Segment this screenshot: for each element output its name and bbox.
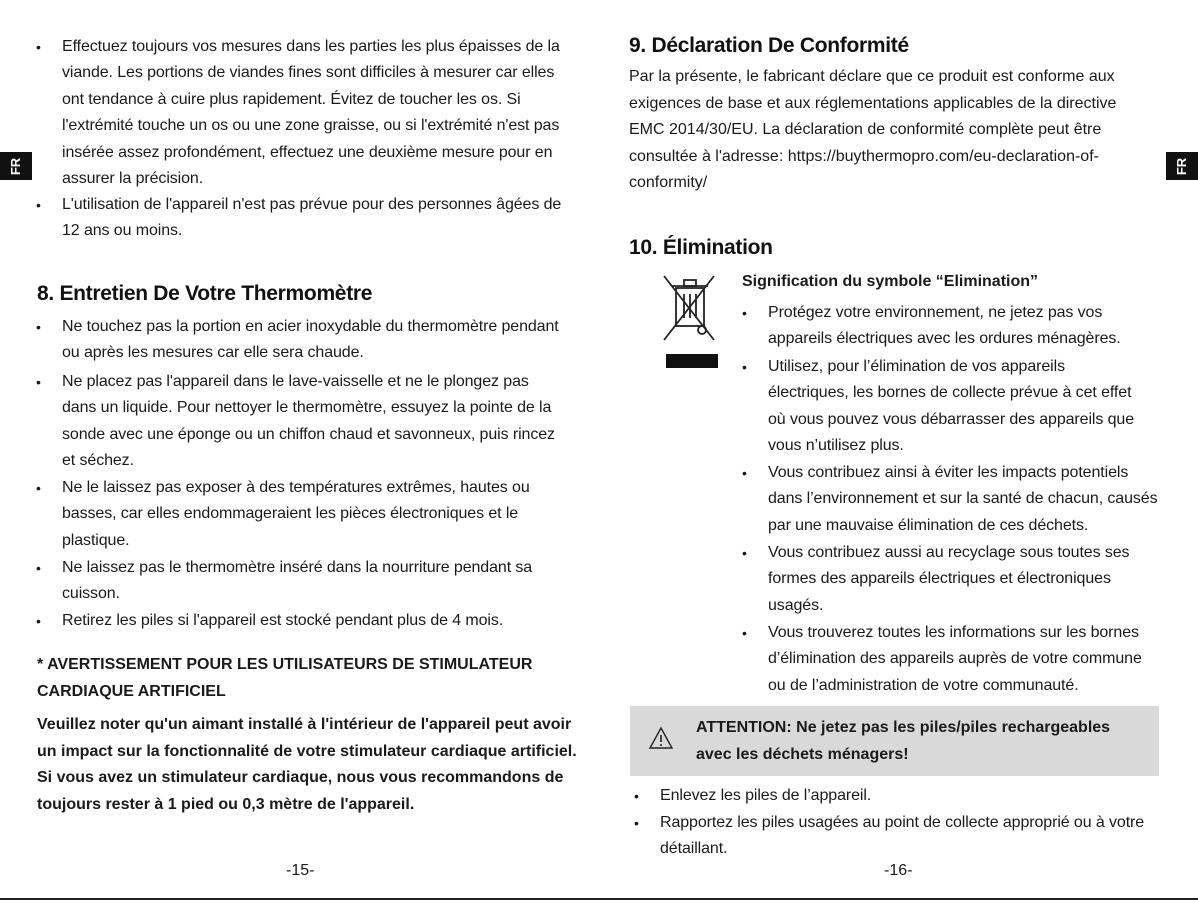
section-9-title: 9. Déclaration De Conformité: [629, 34, 909, 57]
pacemaker-warning-body: Veuillez noter qu'un aimant installé à l'intérieur de l'appareil peut avoir un impact sur la fonctionnalité de votre stimulateur cardiaque artificiel. Si vous avez un stimulateur cardiaque, nous vous recommandons de toujours rester à 1 pied ou 0,3 mètre de l'appareil.: [37, 716, 577, 813]
list-item: • Ne placez pas l'appareil dans le lave-vaisselle et ne le plongez pas dans un liquide. Pour nettoyer le thermomètre, essuyez la pointe de la sonde avec une éponge ou un chiffon chaud et savonneux, puis rincez et séchez.: [62, 369, 562, 475]
list-item: • Protégez votre environnement, ne jetez pas vos appareils électriques avec les ordures ménagères.: [768, 300, 1148, 353]
symbol-heading: Signification du symbole “Elimination”: [742, 273, 1039, 290]
list-item: • Ne touchez pas la portion en acier inoxydable du thermomètre pendant ou après les mesures car elle sera chaude.: [62, 314, 572, 367]
list-item: • L'utilisation de l'appareil n'est pas prévue pour des personnes âgées de 12 ans ou moins.: [62, 192, 572, 245]
pacemaker-warning-title: * AVERTISSEMENT POUR LES UTILISATEURS DE STIMULATEUR CARDIAQUE ARTIFICIEL: [37, 656, 533, 700]
warning-triangle-icon: [648, 726, 674, 755]
list-item: • Utilisez, pour l’élimination de vos appareils électriques, les bornes de collecte prévue à cet effet où vous pouvez vous débarrasser des appareils que vous n’utilisez plus.: [768, 354, 1148, 460]
page-number: -15-: [286, 862, 315, 879]
list-item: • Retirez les piles si l'appareil est stocké pendant plus de 4 mois.: [62, 608, 572, 634]
list-item: • Enlevez les piles de l’appareil.: [660, 783, 1160, 809]
list-item: • Effectuez toujours vos mesures dans les parties les plus épaisses de la viande. Les portions de viandes fines sont difficiles à mesurer car elles ont tendance à cuire plus rapidement. Évitez de toucher les os. Si l'extrémité touche un os ou une zone graisse, ou si l'extrémité n'est pas insérée assez profondément, effectuez une deuxième mesure pour en assurer la précision.: [62, 34, 572, 192]
page-number: -16-: [884, 862, 913, 879]
language-tab-left: FR: [0, 152, 32, 180]
section-10-title: 10. Élimination: [629, 236, 773, 259]
attention-text: ATTENTION: Ne jetez pas les piles/piles rechargeables avec les déchets ménagers!: [696, 719, 1111, 763]
crossed-out-wheeled-bin-icon: [662, 274, 720, 370]
language-tab-right: FR: [1166, 152, 1198, 180]
bottom-rule: [0, 898, 1198, 900]
conformity-declaration: Par la présente, le fabricant déclare que ce produit est conforme aux exigences de base et aux réglementations applicables de la directive EMC 2014/30/EU. La déclaration de conformité complète peut être consultée à l'adresse: https://buythermopro.com/eu-declaration-of-conformity/: [629, 68, 1117, 191]
page-15: [36, 0, 576, 902]
list-item: • Vous contribuez ainsi à éviter les impacts potentiels dans l’environnement et sur la santé de chacun, causés par une mauvaise élimination de ces déchets.: [768, 460, 1163, 539]
list-item: • Rapportez les piles usagées au point de collecte approprié ou à votre détaillant.: [660, 810, 1170, 863]
list-item: • Vous trouverez toutes les informations sur les bornes d’élimination des appareils auprès de votre commune ou de l’administration de votre communauté.: [768, 620, 1163, 699]
section-8-title: 8. Entretien De Votre Thermomètre: [37, 282, 373, 305]
attention-box: [630, 706, 1159, 776]
symbol-bullet-list: [742, 300, 1162, 700]
list-item: • Ne laissez pas le thermomètre inséré dans la nourriture pendant sa cuisson.: [62, 555, 562, 608]
list-item: • Vous contribuez aussi au recyclage sous toutes ses formes des appareils électriques et électroniques usagés.: [768, 540, 1158, 619]
list-item: • Ne le laissez pas exposer à des températures extrêmes, hautes ou basses, car elles endommageraient les pièces électroniques et le plastique.: [62, 475, 552, 554]
